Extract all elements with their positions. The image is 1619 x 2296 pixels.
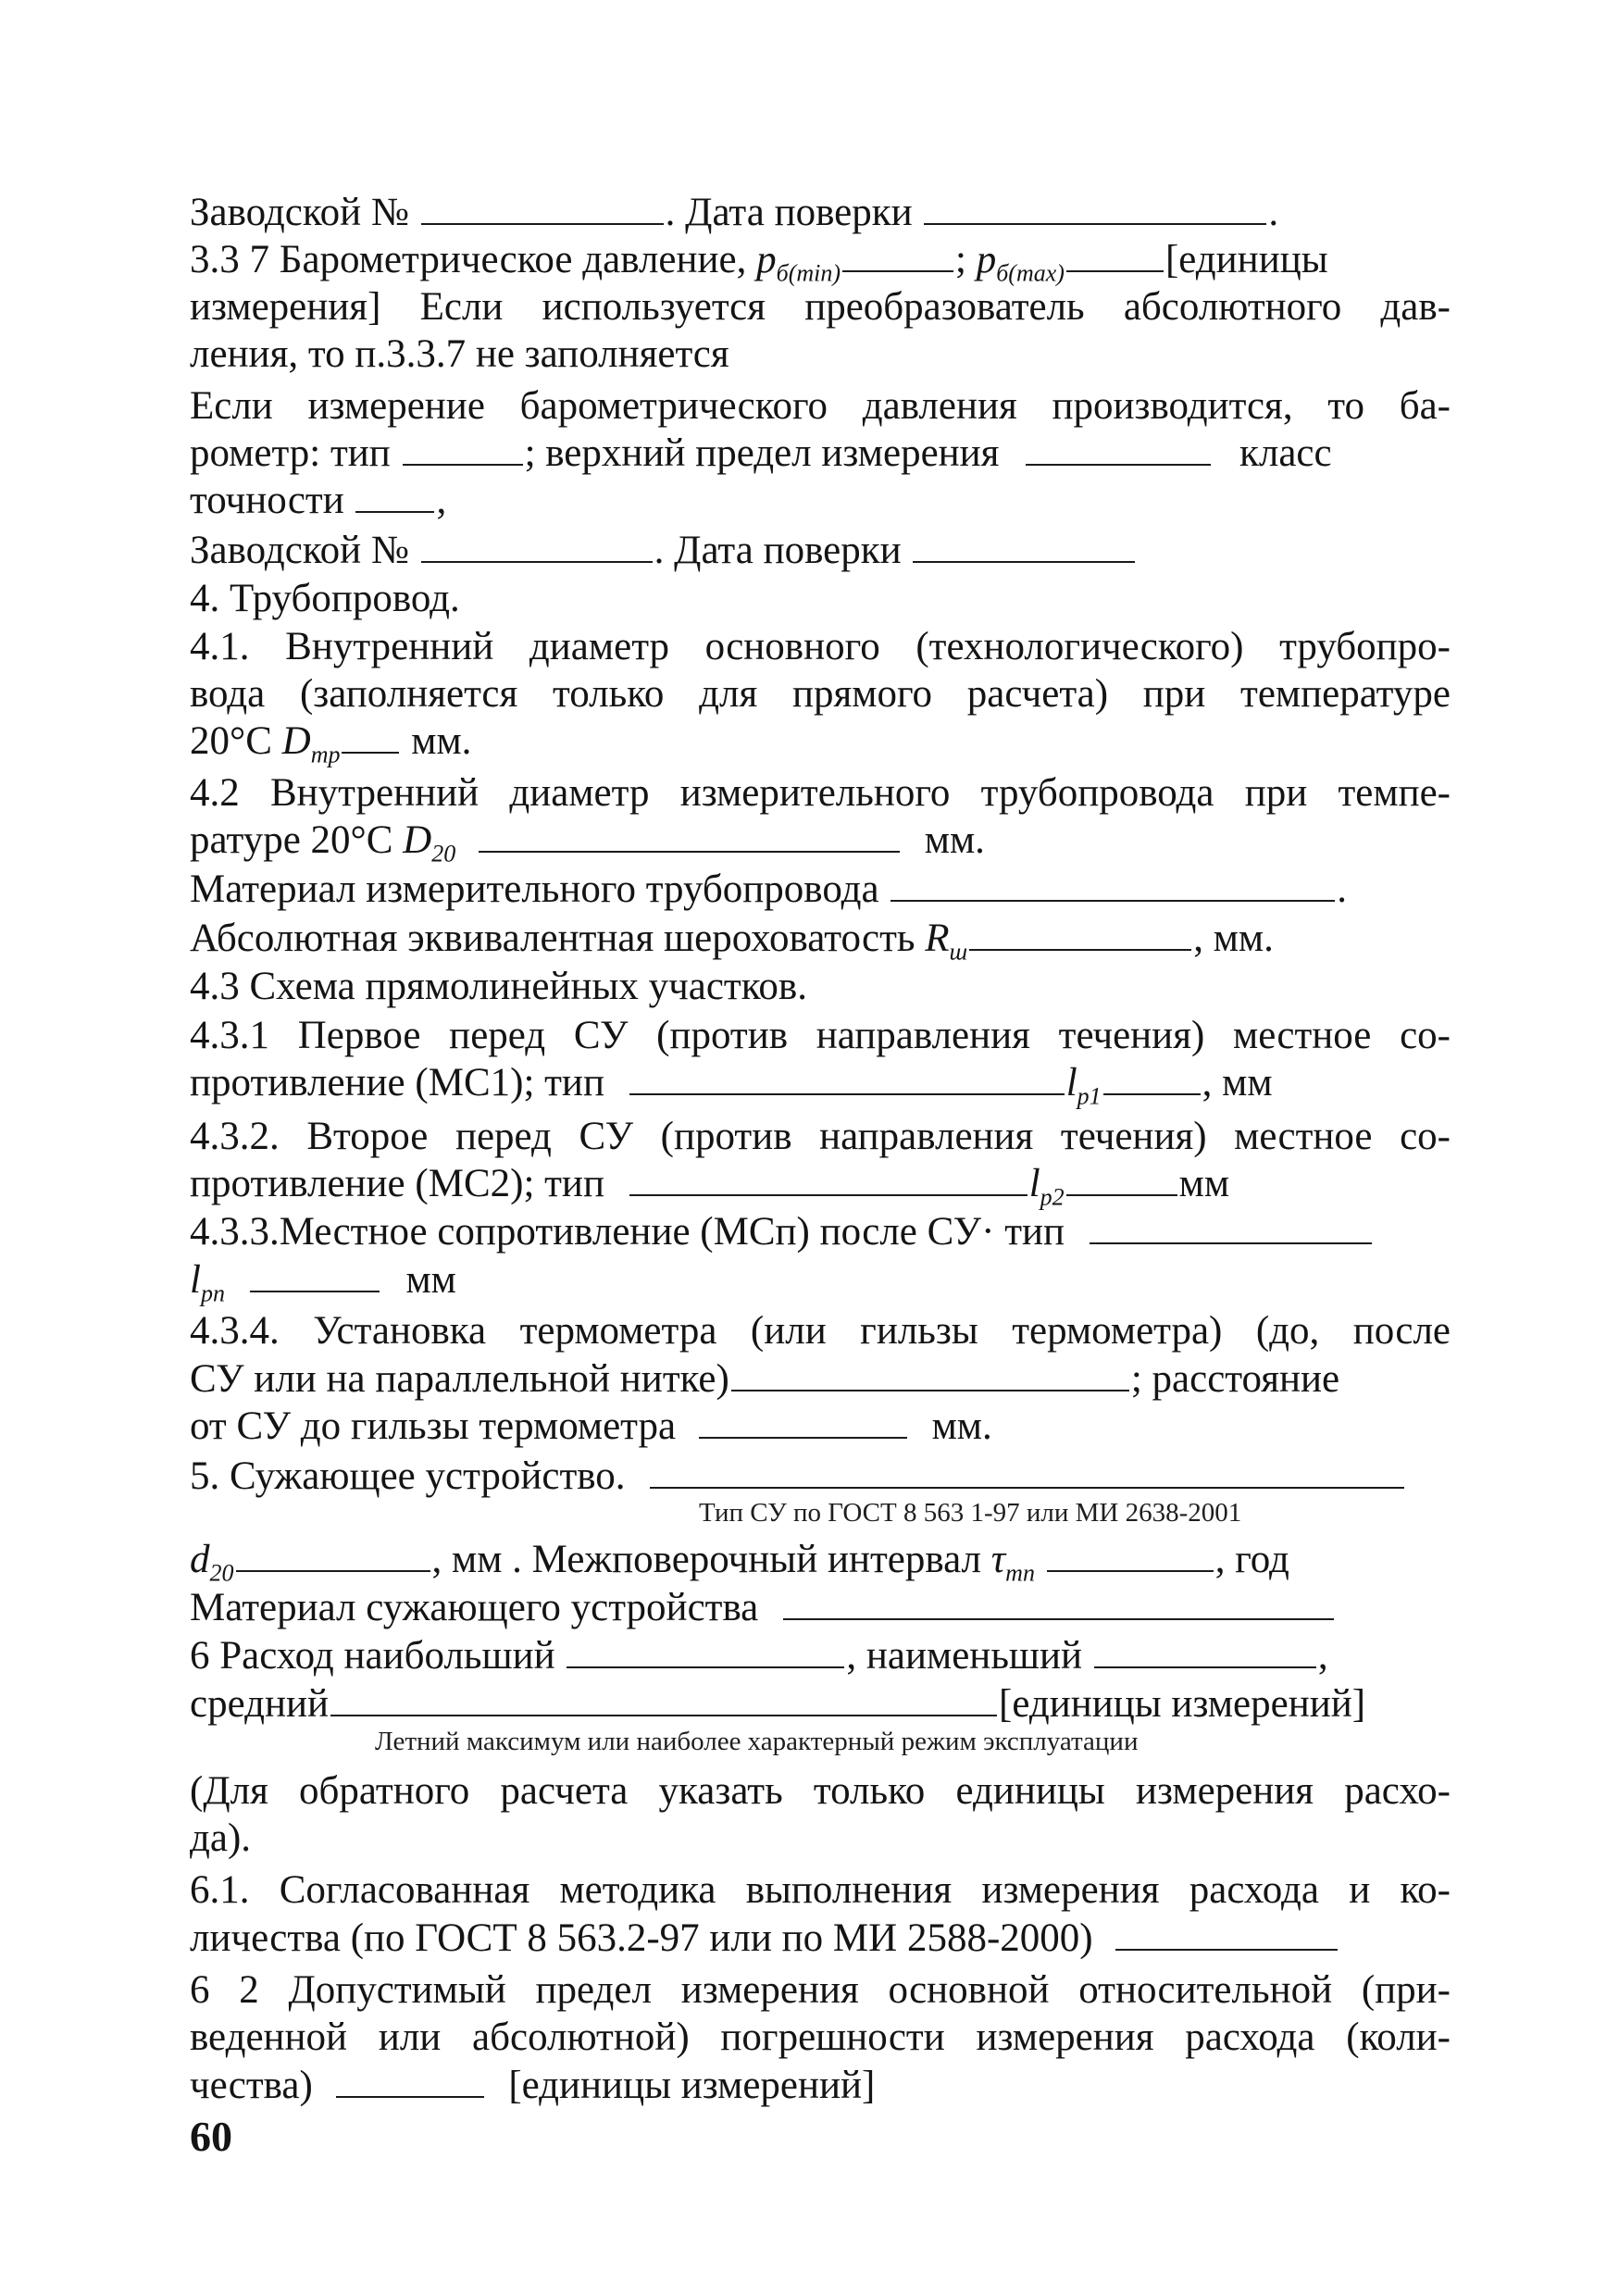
field-note: Тип СУ по ГОСТ 8 563 1-97 или МИ 2638-2001: [699, 1498, 1242, 1528]
label: [единицы: [1164, 238, 1328, 281]
thermometer-distance-line: [190, 1404, 1451, 1450]
text-line: 4.1. Внутренний диаметр основного (технологического) трубопро-: [190, 625, 1451, 668]
label: .: [1268, 191, 1279, 234]
label: Заводской №: [190, 191, 409, 234]
label: мм.: [411, 719, 472, 763]
label: Материал измерительного трубопровода: [190, 867, 879, 911]
label: 6 Расход наибольший: [190, 1634, 555, 1678]
text-line: 4.3 Схема прямолинейных участков.: [190, 965, 807, 1008]
label: мм: [1178, 1162, 1230, 1205]
tau-symbol: $\tau_{тп}$: [990, 1538, 1035, 1587]
text-line: 4.3.2. Второе перед СУ (против направления течения) местное со-: [190, 1115, 1451, 1158]
text-line: измерения] Если используется преобразователь абсолютного дав-: [190, 285, 1451, 329]
label: ;: [955, 238, 966, 281]
label: ; расстояние: [1130, 1357, 1340, 1401]
section-heading: 4. Трубопровод.: [190, 577, 460, 620]
label: , год: [1214, 1538, 1289, 1581]
label: точности: [190, 479, 344, 522]
label: , наименьший: [846, 1634, 1083, 1678]
d20-blank: [479, 819, 900, 853]
l-pn-symbol: $l_{рп}$: [190, 1258, 225, 1307]
label: 3.3 7 Барометрическое давление,: [190, 238, 747, 281]
l-pn-blank: [250, 1259, 380, 1292]
d20-symbol: $d_{20}$: [190, 1538, 234, 1587]
label: . Дата поверки: [665, 191, 913, 234]
label: чества): [190, 2064, 313, 2107]
d20-interval-line: [190, 1537, 1451, 1587]
text-line: веденной или абсолютной) погрешности измерения расхода (коли-: [190, 2015, 1451, 2059]
check-date-blank: [913, 530, 1135, 563]
label: мм: [405, 1258, 456, 1302]
text-line: вода (заполняется только для прямого расчета) при температуре: [190, 672, 1451, 716]
label: мм.: [924, 818, 985, 862]
l-p2-blank: [1066, 1163, 1177, 1196]
label: .: [1337, 867, 1348, 911]
label: Абсолютная эквивалентная шероховатость: [190, 917, 915, 960]
measuring-pipe-diameter-line: [190, 817, 1451, 867]
label: ; верхний предел измерения: [524, 431, 1000, 475]
d-tr-symbol: $D_{тр}$: [281, 719, 341, 768]
label: ,: [1317, 1634, 1328, 1678]
label: Материал сужающего устройства: [190, 1586, 759, 1629]
error-limit-line: [190, 2063, 1451, 2109]
text-line: 6 2 Допустимый предел измерения основной относительной (при-: [190, 1968, 1451, 2012]
max-flow-blank: [567, 1635, 844, 1668]
factory-number-blank: [421, 192, 664, 225]
text-line: Если измерение барометрического давления производится, то ба-: [190, 384, 1451, 428]
avg-flow-blank: [330, 1683, 997, 1716]
label: [единицы измерений]: [999, 1682, 1366, 1726]
accuracy-class-line: [190, 478, 1451, 524]
roughness-line: [190, 916, 1451, 966]
section-heading: 5. Сужающее устройство.: [190, 1454, 626, 1498]
label: ратуре 20°С: [190, 818, 393, 862]
text-line: да).: [190, 1816, 252, 1860]
label: от СУ до гильзы термометра: [190, 1404, 677, 1448]
l-p1-symbol: $l_{р1}$: [1065, 1061, 1102, 1110]
check-date-blank: [924, 192, 1266, 225]
label: противление (МС1); тип: [190, 1061, 604, 1104]
min-flow-blank: [1094, 1635, 1316, 1668]
label: класс: [1239, 431, 1332, 475]
label: СУ или на параллельной нитке): [190, 1357, 729, 1401]
label: 4.3.3.Местное сопротивление (МСп) после СУ· тип: [190, 1210, 1065, 1254]
label: , мм.: [1193, 917, 1274, 960]
page-number: 60: [190, 2113, 232, 2160]
orifice-material-blank: [783, 1587, 1334, 1620]
distance-blank: [699, 1405, 907, 1439]
l-p2-symbol: $l_{р2}$: [1028, 1162, 1065, 1211]
roughness-blank: [969, 917, 1191, 951]
l-p1-blank: [1103, 1062, 1201, 1095]
text-line: (Для обратного расчета указать только единицы измерения расхо-: [190, 1769, 1451, 1813]
label: личества (по ГОСТ 8 563.2-97 или по МИ 2588-2000): [190, 1916, 1093, 1960]
text-line: 4.3.4. Установка термометра (или гильзы термометра) (до, после: [190, 1309, 1451, 1353]
text-line: 4.3.1 Первое перед СУ (против направления течения) местное со-: [190, 1014, 1451, 1057]
method-blank: [1115, 1917, 1338, 1951]
thermometer-line: [190, 1356, 1451, 1403]
label: [единицы измерений]: [508, 2064, 876, 2107]
barometer-type-line: [190, 430, 1451, 477]
mc1-type-blank: [629, 1062, 1065, 1095]
orifice-material-line: [190, 1585, 1451, 1631]
pipe-material-blank: [890, 868, 1335, 902]
factory-number-blank: [421, 530, 653, 563]
barometer-type-blank: [403, 432, 523, 466]
mcn-type-blank: [1090, 1211, 1372, 1244]
label: рометр: тип: [190, 431, 391, 475]
orifice-device-line: [190, 1454, 1451, 1500]
label: 20°С: [190, 719, 272, 763]
mc2-type-blank: [629, 1163, 1027, 1196]
text-line: 4.2 Внутренний диаметр измерительного трубопровода при темпе-: [190, 771, 1451, 815]
d20-symbol: $D_{20}$: [403, 818, 456, 867]
factory-number-line-2: [190, 528, 1451, 574]
label: , мм . Межповерочный интервал: [431, 1538, 982, 1581]
label: , мм: [1202, 1061, 1273, 1104]
mc1-line: [190, 1060, 1451, 1110]
l-pn-line: [190, 1257, 1451, 1307]
upper-limit-blank: [1026, 432, 1211, 466]
method-line: [190, 1915, 1451, 1962]
text-line: 6.1. Согласованная методика выполнения измерения расхода и ко-: [190, 1868, 1451, 1912]
p-max-symbol: $p_{б(max)}$: [976, 238, 1065, 287]
p-min-blank: [842, 239, 953, 272]
avg-flow-line: [190, 1681, 1451, 1728]
field-note: Летний максимум или наиболее характерный режим эксплуатации: [375, 1727, 1139, 1756]
label: средний: [190, 1682, 330, 1726]
interval-blank: [1047, 1539, 1214, 1572]
pipe-material-line: [190, 867, 1451, 913]
barometric-pressure-line: [190, 237, 1451, 287]
p-max-blank: [1066, 239, 1164, 272]
p-min-symbol: $p_{б(min)}$: [756, 238, 841, 287]
orifice-type-blank: [650, 1455, 1404, 1489]
mc2-line: [190, 1161, 1451, 1211]
thermometer-blank: [731, 1358, 1129, 1391]
pipe-diameter-line: [190, 718, 1451, 768]
d-tr-blank: [342, 720, 399, 754]
flow-rate-line: [190, 1633, 1451, 1679]
label: мм.: [931, 1404, 992, 1448]
mcn-line: [190, 1209, 1451, 1255]
d20-blank: [236, 1539, 430, 1572]
r-sh-symbol: $R_ш$: [925, 917, 968, 966]
accuracy-class-blank: [355, 480, 434, 513]
label: Заводской №: [190, 529, 409, 572]
error-limit-blank: [336, 2065, 484, 2098]
factory-number-line-1: [190, 190, 1451, 236]
label: противление (МС2); тип: [190, 1162, 604, 1205]
text-line: ления, то п.3.3.7 не заполняется: [190, 332, 729, 376]
label: ,: [436, 479, 447, 522]
label: . Дата поверки: [654, 529, 902, 572]
